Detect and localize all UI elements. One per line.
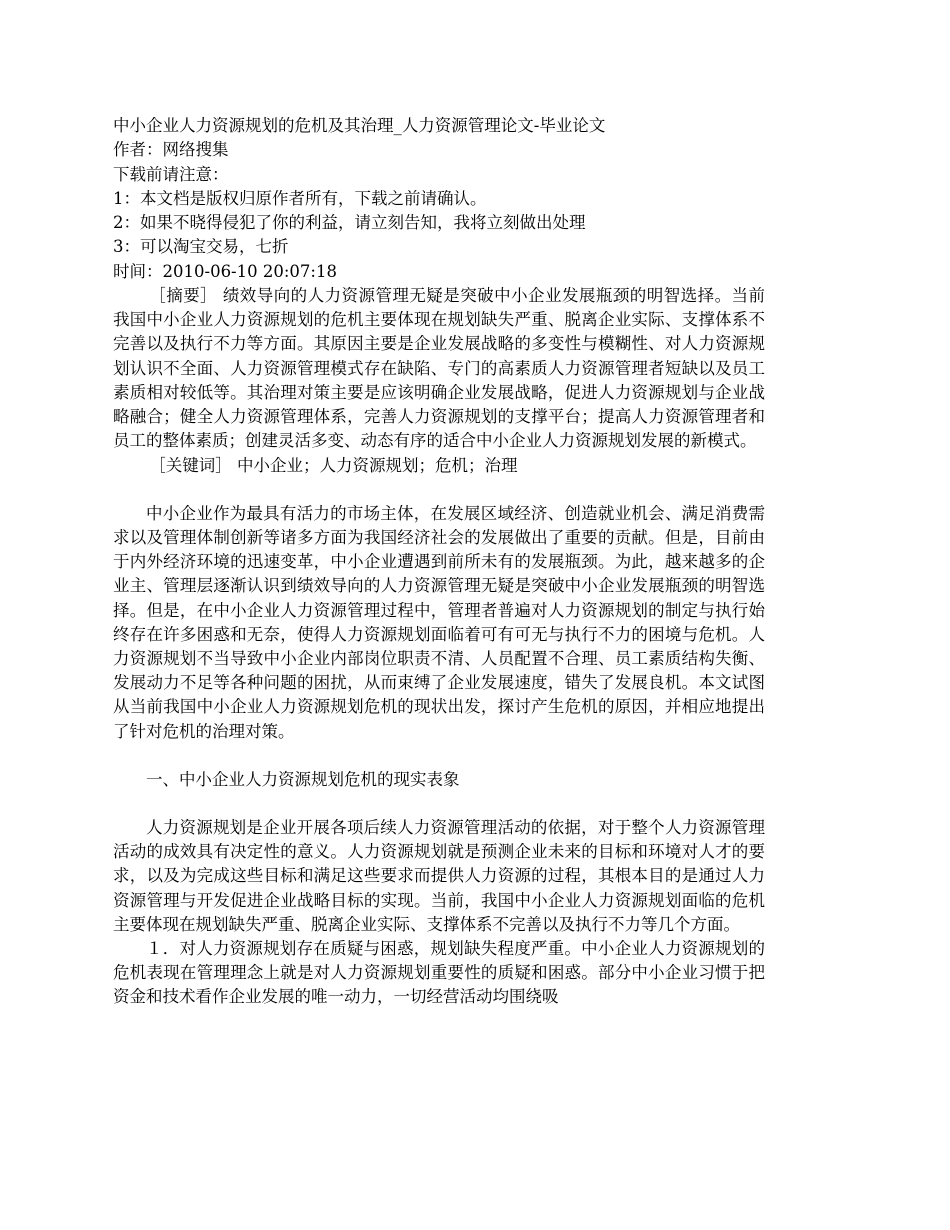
intro-paragraph: 中小企业作为最具有活力的市场主体，在发展区域经济、创造就业机会、满足消费需求以及管理体制创新等诸多方面为我国经济社会的发展做出了重要的贡献。但是，目前由于内外经济环境的迅速变革，中小企业遭遇到前所未有的发展瓶颈。为此，越来越多的企业主、管理层逐渐认识到绩效导向的人力资源管理无疑是突破中小企业发展瓶颈的明智选择。但是，在中小企业人力资源管理过程中，管理者普遍对人力资源规划的制定与执行始终存在许多困惑和无奈，使得人力资源规划面临着可有可无与执行不力的困境与危机。人力资源规划不当导致中小企业内部岗位职责不清、人员配置不合理、员工素质结构失衡、发展动力不足等各种问题的困扰，从而束缚了企业发展速度，错失了发展良机。本文试图从当前我国中小企业人力资源规划危机的现状出发，探讨产生危机的原因，并相应地提出了针对危机的治理对策。 <box>113 503 765 741</box>
document-page <box>113 114 765 1010</box>
notice-item: 3：可以淘宝交易，七折 <box>113 237 289 257</box>
abstract-paragraph: ［摘要］ 绩效导向的人力资源管理无疑是突破中小企业发展瓶颈的明智选择。当前我国中小企业人力资源规划的危机主要体现在规划缺失严重、脱离企业实际、支撑体系不完善以及执行不力等方面。其原因主要是企业发展战略的多变性与模糊性、对人力资源规划认识不全面、人力资源管理模式存在缺陷、专门的高素质人力资源管理者短缺以及员工素质相对较低等。其治理对策主要是应该明确企业发展战略，促进人力资源规划与企业战略融合；健全人力资源管理体系，完善人力资源规划的支撑平台；提高人力资源管理者和员工的整体素质；创建灵活多变、动态有序的适合中小企业人力资源规划发展的新模式。 <box>113 286 765 451</box>
notice-heading: 下载前请注意： <box>113 164 229 184</box>
spacer <box>113 792 765 816</box>
author-line: 作者：网络搜集 <box>113 140 229 160</box>
section-paragraph: 人力资源规划是企业开展各项后续人力资源管理活动的依据，对于整个人力资源管理活动的成效具有决定性的意义。人力资源规划就是预测企业未来的目标和环境对人才的要求，以及为完成这些目标和满足这些要求而提供人力资源的过程，其根本目的是通过人力资源管理与开发促进企业战略目标的实现。当前，我国中小企业人力资源规划面临的危机主要体现在规划缺失严重、脱离企业实际、支撑体系不完善以及执行不力等几个方面。 <box>113 817 765 934</box>
keywords-line: ［关键词］ 中小企业；人力资源规划；危机；治理 <box>149 455 518 475</box>
spacer <box>113 478 765 502</box>
notice-item: 2：如果不晓得侵犯了你的利益，请立刻告知，我将立刻做出处理 <box>113 213 586 233</box>
document-title: 中小企业人力资源规划的危机及其治理_人力资源管理论文-毕业论文 <box>113 116 606 135</box>
point-paragraph: １．对人力资源规划存在质疑与困惑，规划缺失程度严重。中小企业人力资源规划的危机表现在管理理念上就是对人力资源规划重要性的质疑和困惑。部分中小企业习惯于把资金和技术看作企业发展的唯一动力，一切经营活动均围绕吸 <box>113 938 765 1007</box>
section-heading: 一、中小企业人力资源规划危机的现实表象 <box>146 769 460 789</box>
notice-item: 1：本文档是版权归原作者所有，下载之前请确认。 <box>113 188 487 208</box>
spacer <box>113 744 765 768</box>
timestamp: 时间：2010-06-10 20:07:18 <box>113 261 337 281</box>
